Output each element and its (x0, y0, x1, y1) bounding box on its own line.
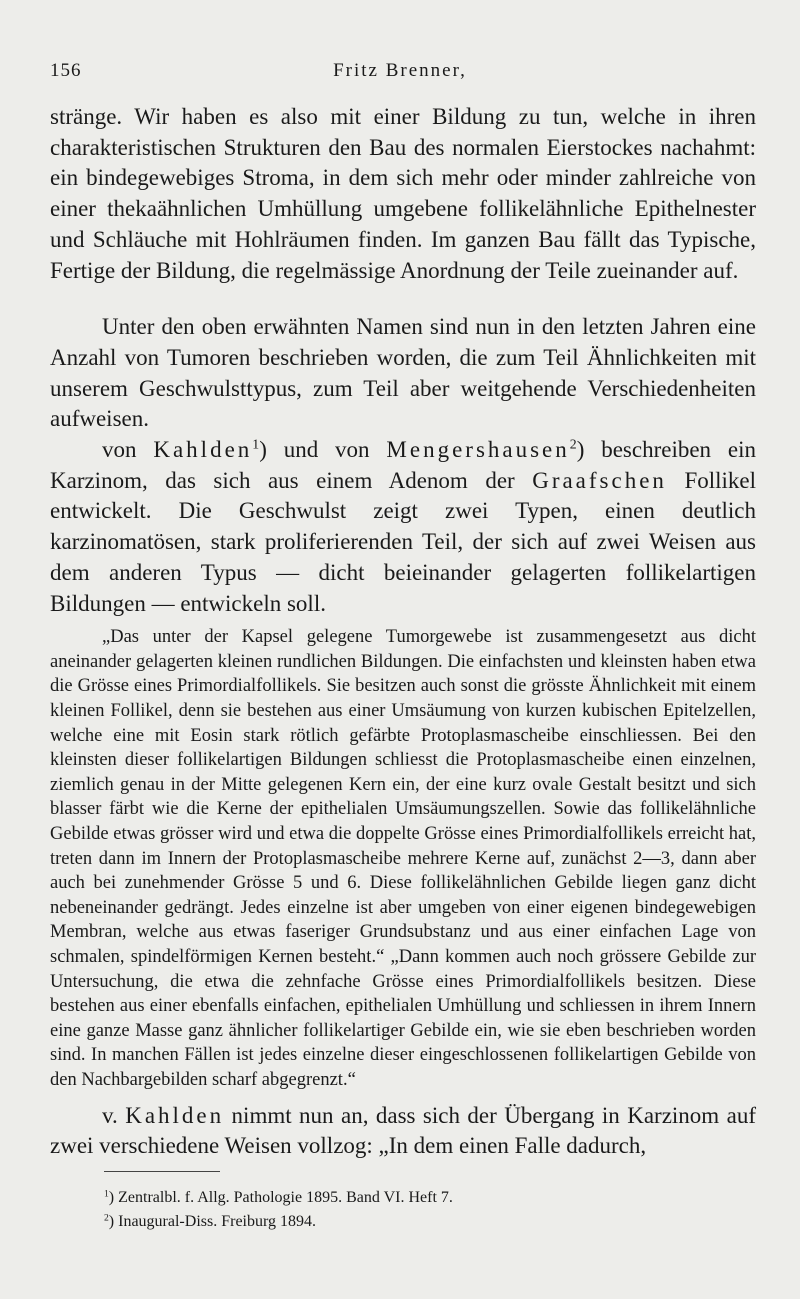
paragraph-kahlden-mengershausen (50, 435, 756, 619)
text-fragment: nimmt nun an, dass sich der Übergang in Karzinom auf zwei verschiedene Weisen vollzog: „In dem einen Falle dadurch, (50, 1102, 756, 1159)
footnote-text: ) Zentralbl. f. Allg. Pathologie 1895. Band VI. Heft 7. (108, 1189, 453, 1206)
author-name-kahlden: Kahlden (125, 1102, 225, 1128)
text-fragment: von (102, 437, 154, 463)
text-fragment: Follikel entwickelt. Die Geschwulst zeigt zwei Typen, einen deutlich karzinomatösen, stark proliferierenden Teil, der sich auf zwei Weisen aus dem anderen Typus — dicht beieinander gelagerten follikelartigen Bildungen — entwickeln soll. (50, 467, 756, 616)
footnote-1 (104, 1186, 704, 1210)
footnote-marker: 2 (104, 1212, 109, 1224)
author-name-mengershausen: Mengershausen (386, 437, 570, 463)
footnote-2 (104, 1210, 704, 1234)
paragraph-continuation: stränge. Wir haben es also mit einer Bildung zu tun, welche in ihren charakteristischen Strukturen den Bau des normalen Eierstockes nachahmt: ein bindegewebiges Stroma, in dem sich mehr oder minder zahlreiche von einer thekaähnlichen Umhüllung umgebene follikelähnliche Epithelnester und Schläuche mit Hohlräumen finden. Im ganzen Bau fällt das Typische, Fertige der Bildung, die regelmässige Anordnung der Teile zueinander auf. (50, 104, 756, 283)
footnote-marker: 1 (104, 1188, 109, 1200)
text-fragment: ) und von (259, 437, 387, 463)
paragraph-kahlden-transition (50, 1101, 756, 1162)
page-number: 156 (50, 60, 82, 81)
body-text (50, 102, 756, 1162)
block-quote: „Das unter der Kapsel gelegene Tumorgewebe ist zusammengesetzt aus dicht aneinander gelagerten kleinen rundlichen Bildungen. Die einfachsten und kleinsten haben etwa die Grösse eines Primordialfollikels. Sie besitzen auch sonst die grösste Ähnlichkeit mit einem kleinen Follikel, denn sie bestehen aus einer Umsäumung von kurzen kubischen Epitelzellen, welche eine mit Eosin stark rötlich gefärbte Protoplasmascheibe einschliessen. Bei den kleinsten dieser follikelartigen Bildungen schliesst die Protoplasmascheibe einen einzelnen, ziemlich genau in der Mitte gelegenen Kern ein, der eine kurz ovale Gestalt besitzt und sich blasser färbt wie die Kerne der epithelialen Umsäumungszellen. Sowie das follikelähnliche Gebilde etwas grösser wird und etwa die doppelte Grösse eines Primordialfollikels erreicht hat, treten dann im Innern der Protoplasmascheibe mehrere Kerne auf, zunächst 2—3, dann aber auch bei zunehmender Grösse 5 und 6. Diese follikelähnlichen Gebilde liegen ganz dicht nebeneinander gedrängt. Jedes einzelne ist aber umgeben von einer eigenen bindegewebigen Membran, welche aus etwas faseriger Grundsubstanz und aus einer einfachen Lage von schmalen, spindelförmigen Kernen besteht.“ „Dann kommen auch noch grössere Gebilde zur Untersuchung, die etwa die zehnfache Grösse eines Primordialfollikels besitzen. Diese bestehen aus einer ebenfalls einfachen, epithelialen Umhüllung und schliessen in ihrem Innern eine ganze Masse ganz ähnlicher follikelartiger Gebilde ein, wie sie eben beschrieben worden sind. In manchen Fällen ist jedes einzelne dieser eingeschlossenen follikelartigen Gebilde von den Nachbargebilden scharf abgegrenzt.“ (50, 627, 756, 1090)
footnotes (104, 1186, 704, 1234)
text-fragment: ) beschreiben ein Karzinom, das sich aus einem Adenom der (50, 437, 756, 493)
text-fragment: v. (102, 1102, 126, 1128)
footnote-divider (104, 1171, 220, 1172)
paragraph-tumor-overview: Unter den oben erwähnten Namen sind nun in den letzten Jahren eine Anzahl von Tumoren beschrieben worden, die zum Teil Ähnlichkeiten mit unserem Geschwulsttypus, zum Teil aber weitgehende Verschiedenheiten aufweisen. (50, 314, 756, 432)
name-graaf: Graafschen (532, 467, 667, 493)
footnote-ref-2: 2 (569, 436, 577, 452)
author-name-kahlden: Kahlden (153, 437, 253, 463)
footnote-ref-1: 1 (252, 436, 260, 452)
footnote-text: ) Inaugural-Diss. Freiburg 1894. (108, 1213, 317, 1230)
page-header (50, 60, 750, 88)
running-head: Fritz Brenner, (333, 60, 467, 81)
